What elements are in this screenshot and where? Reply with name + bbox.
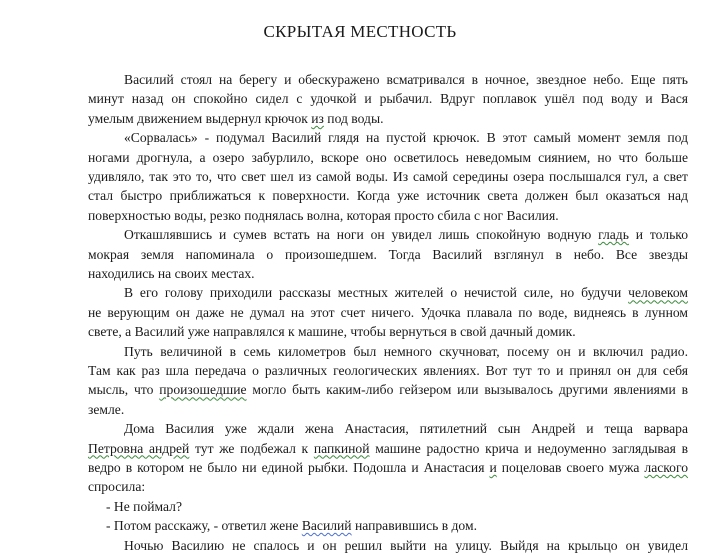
spellcheck-word: произошедшие bbox=[159, 382, 247, 398]
text-line bbox=[106, 497, 688, 517]
text-line bbox=[88, 458, 688, 478]
text-line bbox=[124, 419, 688, 439]
text-line bbox=[88, 477, 688, 497]
text-segment: могло быть каким-либо гейзером или вызывалось другими явлениями в bbox=[246, 382, 689, 398]
text-segment: мокрая земля напоминала о произошедшем. Тогда Василий взглянул в небо. Все звезды bbox=[88, 246, 688, 262]
text-line bbox=[88, 322, 688, 342]
text-line bbox=[88, 148, 688, 168]
text-segment: Откашлявшись и сумев встать на ноги он увидел лишь спокойную водную bbox=[124, 227, 599, 243]
text-segment: находились на своих местах. bbox=[88, 266, 255, 281]
text-segment: тут же подбежал к bbox=[189, 440, 314, 456]
text-line bbox=[88, 361, 688, 381]
text-segment: умелым движением выдернул крючок bbox=[88, 110, 312, 126]
text-segment: Василий стоял на берегу и обескуражено всматривался в ночное, звездное небо. Еще пять bbox=[124, 72, 688, 87]
spellcheck-word: Василий bbox=[301, 518, 352, 534]
text-segment: и только bbox=[628, 227, 688, 243]
text-segment: спросила: bbox=[88, 479, 146, 495]
text-line bbox=[106, 516, 688, 536]
spellcheck-word: папкиной bbox=[313, 440, 370, 456]
text-segment: под воды. bbox=[323, 110, 384, 126]
text-segment: - Не поймал? bbox=[106, 498, 183, 514]
text-line bbox=[124, 342, 688, 362]
spellcheck-word: Петровна андрей bbox=[88, 440, 190, 456]
spellcheck-word: и bbox=[489, 460, 497, 475]
text-line bbox=[88, 303, 688, 323]
text-segment: В его голову приходили рассказы местных жителей о нечистой силе, но будучи bbox=[124, 285, 629, 301]
text-segment: Дома Василия уже ждали жена Анастасия, пятилетний сын Андрей и теща варвара bbox=[124, 421, 688, 437]
text-line bbox=[88, 264, 688, 284]
text-line bbox=[124, 225, 688, 245]
text-line bbox=[124, 283, 688, 303]
text-segment: мысль, что bbox=[88, 382, 160, 398]
text-line bbox=[88, 439, 688, 459]
text-segment: направившись в дом. bbox=[351, 518, 477, 534]
text-line bbox=[88, 400, 688, 420]
text-line bbox=[88, 245, 688, 265]
spellcheck-word: лаского bbox=[644, 460, 689, 475]
text-segment: «Сорвалась» - подумал Василий глядя на пустой крючок. В этот самый момент земля под bbox=[124, 130, 688, 146]
text-line bbox=[124, 128, 688, 148]
text-segment: Там как раз шла передача о различных геологических явлениях. Вот тут то и принял он для себя bbox=[88, 363, 688, 378]
text-segment: поцеловав своего мужа bbox=[496, 460, 645, 475]
text-segment: машине радостно крича и недоуменно заглядывая в bbox=[369, 440, 688, 456]
text-line bbox=[88, 89, 688, 109]
text-segment: поверхностью воды, резко поднялась волна, которая просто сбила с ног Василия. bbox=[88, 207, 559, 223]
spellcheck-word: человеком bbox=[628, 285, 688, 301]
text-segment: минут назад он спокойно сидел с удочкой и рыбачил. Вдруг поплавок ушёл под воду и Вася bbox=[88, 91, 688, 107]
text-line bbox=[88, 186, 688, 206]
text-line bbox=[88, 167, 688, 187]
text-segment: стал быстро приближаться к поверхности. Когда уже источник света должен был оказаться над bbox=[88, 188, 688, 204]
text-segment: ногами дрогнула, а озеро забурлило, вскоре оно осветилось неведомым сиянием, но что больше bbox=[88, 149, 688, 165]
text-segment: ведро в котором не было ни единой рыбки. Подошла и Анастасия bbox=[88, 460, 490, 475]
text-segment: не верующим он даже не думал на этот счет ничего. Удочка плавала по воде, виднеясь в лунном bbox=[88, 304, 688, 320]
document-title: СКРЫТАЯ МЕСТНОСТЬ bbox=[263, 22, 457, 41]
text-segment: удивляло, так это то, что свет шел из самой воды. Из самой середины озера послышался гул, а свет bbox=[88, 169, 688, 184]
text-line bbox=[124, 536, 688, 555]
text-line bbox=[88, 109, 688, 129]
text-line bbox=[88, 380, 688, 400]
text-segment: свете, а Василий уже направлялся к машине, чтобы вернуться в свой дачный домик. bbox=[88, 324, 576, 340]
text-segment: земле. bbox=[88, 401, 125, 417]
spellcheck-word: гладь bbox=[598, 227, 629, 243]
text-line bbox=[124, 70, 688, 90]
text-segment: Ночью Василию не спалось и он решил выйти на улицу. Выйдя на крыльцо он увидел bbox=[124, 537, 688, 553]
spellcheck-word: из bbox=[311, 110, 324, 126]
text-segment: - Потом расскажу, - ответил жене bbox=[106, 518, 302, 534]
text-segment: Путь величиной в семь километров был немного скучноват, посему он и включил радио. bbox=[124, 343, 688, 359]
text-line bbox=[88, 206, 688, 226]
